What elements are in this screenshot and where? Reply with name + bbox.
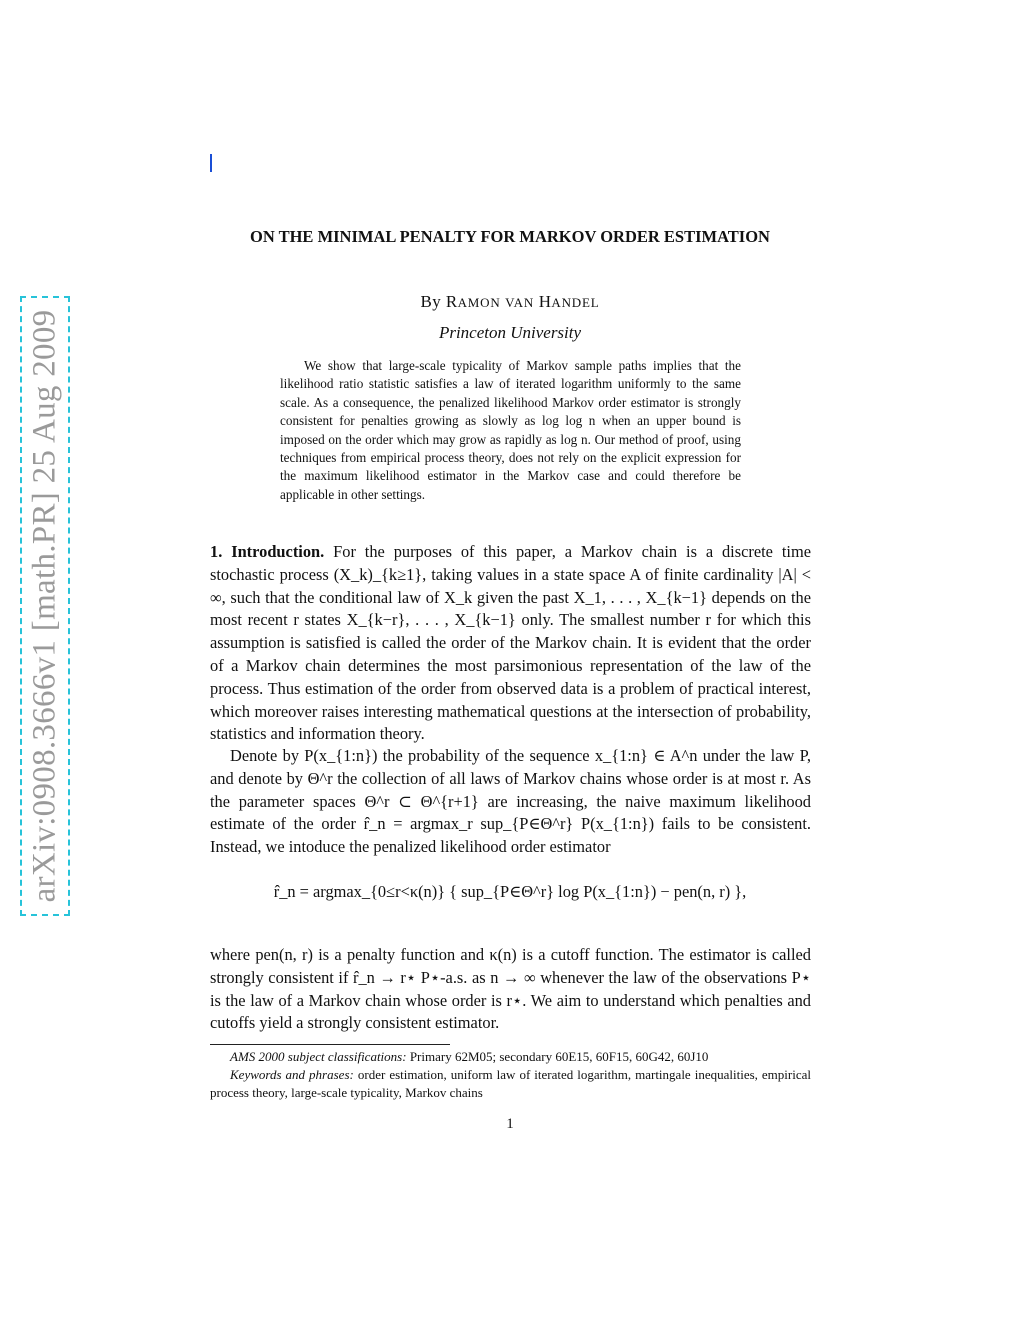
author-line <box>210 292 810 312</box>
footnote-rule <box>210 1044 450 1045</box>
keywords-value: order estimation, uniform law of iterated logarithm, martingale inequalities, empirical process theory, large-scale typicality, Markov chains <box>210 1067 812 1100</box>
author-name-part: RAMON <box>445 292 501 311</box>
msc-value: Primary 62M05; secondary 60E15, 60F15, 60G42, 60J10 <box>409 1049 709 1064</box>
author-name-part: VAN <box>505 295 535 310</box>
section-heading: 1. Introduction. <box>210 542 325 561</box>
arxiv-identifier: arXiv:0908.3666v1 [math.PR] 25 Aug 2009 <box>26 309 63 903</box>
paragraph-1-text: For the purposes of this paper, a Markov chain is a discrete time stochastic process (X_k)_{k≥1}, taking values in a state space A of finite cardinality |A| < ∞, such that the conditional law of X_k given the past X_1, . . . , X_{k−1} depends on the most recent r states X_{k−r}, . . . , X_{k−1} only. The smallest number r for which this assumption is satisfied is called the order of the Markov chain. It is evident that the order of a Markov chain determines the most parsimonious representation of the law of the process. Thus estimation of the order from observed data is a problem of practical interest, which moreover raises interesting mathematical questions at the intersection of probability, statistics and information theory. <box>210 542 811 744</box>
abstract: We show that large-scale typicality of Markov sample paths implies that the likelihood ratio statistic satisfies a law of iterated logarithm uniformly to the same scale. As a consequence, the penalized likelihood Markov order estimator is strongly consistent for penalties growing as slowly as log log n when an upper bound is imposed on the order which may grow as rapidly as log n. Our method of proof, using techniques from empirical process theory, does not rely on the explicit expression for the maximum likelihood estimator in the Markov case and could therefore be applicable in other settings. <box>280 358 741 502</box>
introduction-paragraph-1 <box>210 541 811 746</box>
author-name-part: HANDEL <box>538 292 600 311</box>
introduction-paragraph-3: where pen(n, r) is a penalty function and κ(n) is a cutoff function. The estimator is called strongly consistent if r̂_n → r⋆ P⋆-a.s. as n → ∞ whenever the law of the observations P⋆ is the law of a Markov chain whose order is r⋆. We aim to understand which penalties and cutoffs yield a strongly consistent estimator. <box>210 945 811 1033</box>
keywords-label: Keywords and phrases: <box>230 1067 354 1082</box>
msc-label: AMS 2000 subject classifications: <box>230 1049 407 1064</box>
affiliation: Princeton University <box>438 323 582 342</box>
paper-title: ON THE MINIMAL PENALTY FOR MARKOV ORDER ESTIMATION <box>250 227 770 246</box>
text-cursor-mark <box>210 154 212 172</box>
author-name <box>446 292 600 311</box>
footnote-msc <box>210 1048 811 1066</box>
arxiv-stamp[interactable] <box>20 296 70 916</box>
introduction-paragraph-2: Denote by P(x_{1:n}) the probability of the sequence x_{1:n} ∈ A^n under the law P, and denote by Θ^r the collection of all laws of Markov chains whose order is at most r. As the parameter spaces Θ^r ⊂ Θ^{r+1} are increasing, the naive maximum likelihood estimate of the order r̂_n = argmax_r sup_{P∈Θ^r} P(x_{1:n}) fails to be consistent. Instead, we intoduce the penalized likelihood order estimator <box>210 746 811 857</box>
page-number: 1 <box>506 1116 514 1132</box>
display-equation <box>210 868 810 928</box>
author-by: By <box>420 292 442 311</box>
equation-text: r̂_n = argmax_{0≤r<κ(n)} { sup_{P∈Θ^r} log P(x_{1:n}) − pen(n, r) }, <box>273 882 747 901</box>
footnote-keywords <box>210 1066 811 1102</box>
